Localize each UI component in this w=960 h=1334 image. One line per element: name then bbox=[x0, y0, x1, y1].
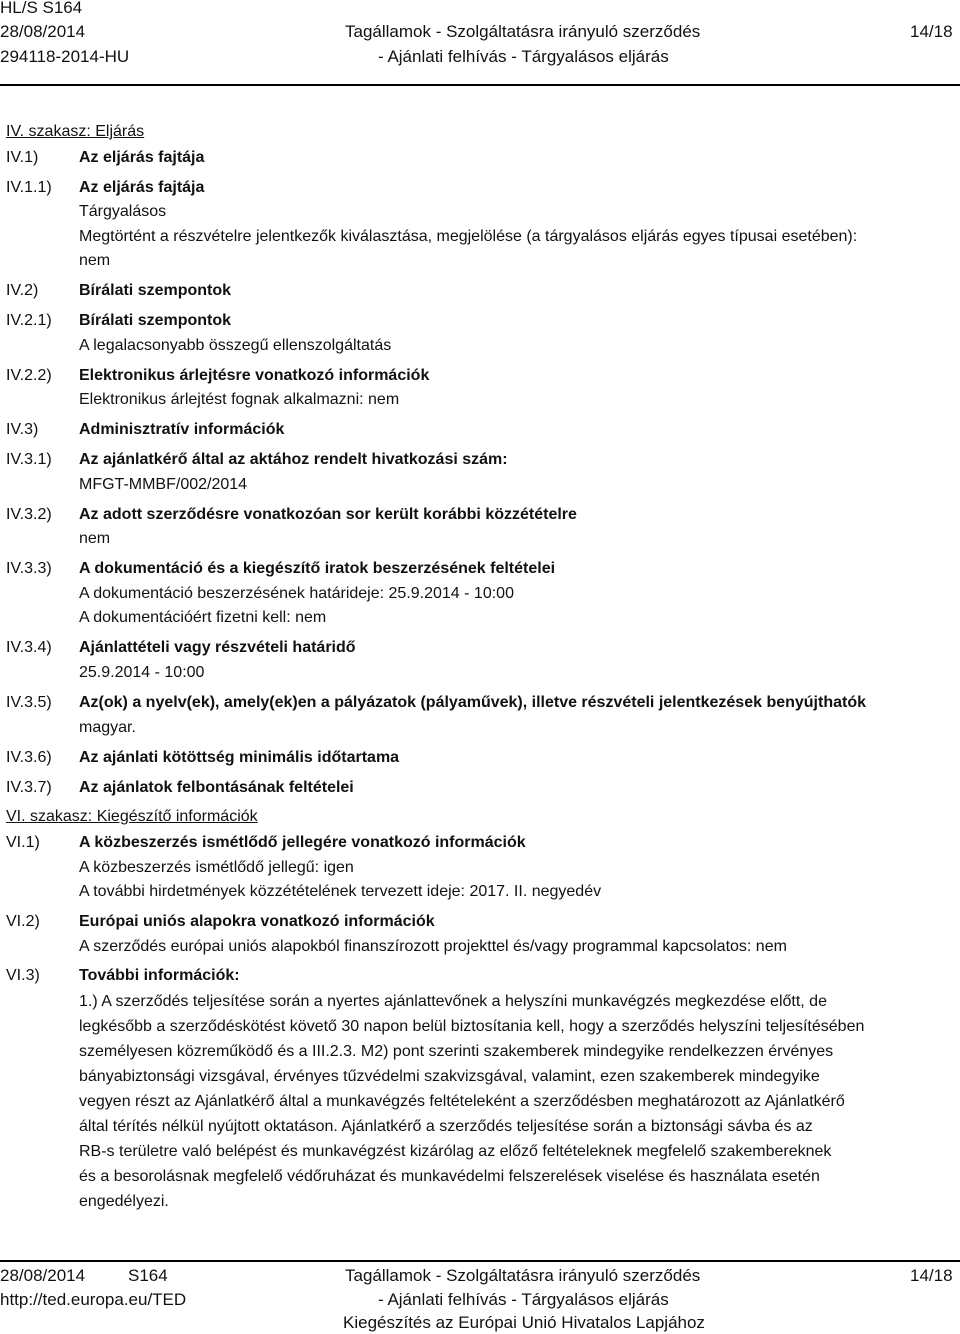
item-number: IV.3) bbox=[6, 421, 39, 438]
item-value: MFGT-MMBF/002/2014 bbox=[79, 476, 248, 493]
item-title: Adminisztratív információk bbox=[79, 421, 285, 438]
footer-page-number: 14/18 bbox=[910, 1266, 953, 1285]
header-title-line2: - Ajánlati felhívás - Tárgyalásos eljárás bbox=[378, 47, 669, 66]
item-number: IV.1.1) bbox=[6, 179, 52, 196]
item-value: Tárgyalásos bbox=[79, 203, 167, 220]
item-value: Megtörtént a részvételre jelentkezők kiválasztása, megjelölése (a tárgyalásos eljárás egyes típusai esetében): bbox=[79, 228, 858, 245]
section-iv-heading: IV. szakasz: Eljárás bbox=[6, 123, 145, 140]
item-value: A legalacsonyabb összegű ellenszolgáltatás bbox=[79, 337, 392, 354]
item-title: Bírálati szempontok bbox=[79, 282, 232, 299]
footer-date: 28/08/2014 bbox=[0, 1266, 86, 1285]
doc-code: HL/S S164 bbox=[0, 0, 83, 17]
item-number: IV.3.2) bbox=[6, 506, 52, 523]
item-number: IV.3.7) bbox=[6, 779, 52, 796]
item-number: IV.2) bbox=[6, 282, 39, 299]
paragraph-line: vegyen részt az Ajánlatkérő által a munkavégzés feltételeként a szerződésben meghatározott az Ajánlatkérő bbox=[79, 1093, 845, 1110]
item-title: Az ajánlatok felbontásának feltételei bbox=[79, 779, 354, 796]
item-title: Az eljárás fajtája bbox=[79, 149, 205, 166]
item-title: Az eljárás fajtája bbox=[79, 179, 205, 196]
additional-info-paragraph bbox=[79, 989, 949, 1214]
header-rule bbox=[0, 84, 960, 86]
item-value: Elektronikus árlejtést fognak alkalmazni: nem bbox=[79, 391, 400, 408]
footer-title-line1: Tagállamok - Szolgáltatásra irányuló szerződés bbox=[345, 1266, 701, 1285]
item-number: IV.3.6) bbox=[6, 749, 52, 766]
item-value: A dokumentációért fizetni kell: nem bbox=[79, 609, 327, 626]
item-value: A további hirdetmények közzétételének tervezett ideje: 2017. II. negyedév bbox=[79, 883, 602, 900]
item-title: Ajánlattételi vagy részvételi határidő bbox=[79, 639, 356, 656]
paragraph-line: személyesen közreműködő és a III.2.3. M2) pont szerinti szakemberek mindegyike rendelkezzen érvényes bbox=[79, 1043, 834, 1060]
item-number: VI.1) bbox=[6, 834, 40, 851]
item-number: IV.3.1) bbox=[6, 451, 52, 468]
item-number: VI.2) bbox=[6, 913, 40, 930]
paragraph-line: legkésőbb a szerződéskötést követő 30 napon belül biztosítania kell, hogy a szerződés helyszíni teljesítésében bbox=[79, 1018, 865, 1035]
header-date: 28/08/2014 bbox=[0, 22, 86, 41]
item-title: Európai uniós alapokra vonatkozó információk bbox=[79, 913, 435, 930]
footer-rule bbox=[0, 1260, 960, 1262]
notice-id: 294118-2014-HU bbox=[0, 47, 130, 66]
item-value: 25.9.2014 - 10:00 bbox=[79, 664, 205, 681]
item-title: Az adott szerződésre vonatkozóan sor került korábbi közzétételre bbox=[79, 506, 577, 523]
paragraph-line: RB-s területre való belépést és munkavégzést kizárólag az előző feltételeknek megfelelő szakembereknek bbox=[79, 1143, 832, 1160]
item-number: IV.1) bbox=[6, 149, 39, 166]
paragraph-line: által térítés nélkül nyújtott oktatáson. Ajánlatkérő a szerződés teljesítése során a biztonsági sávba és az bbox=[79, 1118, 813, 1135]
paragraph-line: engedélyezi. bbox=[79, 1193, 169, 1210]
item-number: IV.2.2) bbox=[6, 367, 52, 384]
item-number: IV.3.4) bbox=[6, 639, 52, 656]
item-title: Az(ok) a nyelv(ek), amely(ek)en a pályázatok (pályaművek), illetve részvételi jelentkezések benyújthatók bbox=[79, 694, 866, 711]
item-title: Az ajánlati kötöttség minimális időtartama bbox=[79, 749, 400, 766]
header-title-line1: Tagállamok - Szolgáltatásra irányuló szerződés bbox=[345, 22, 701, 41]
item-number: IV.3.5) bbox=[6, 694, 52, 711]
item-title: Elektronikus árlejtésre vonatkozó információk bbox=[79, 367, 430, 384]
item-value: A szerződés európai uniós alapokból finanszírozott projekttel és/vagy programmal kapcsolatos: nem bbox=[79, 938, 787, 955]
footer-title-line2: - Ajánlati felhívás - Tárgyalásos eljárás bbox=[378, 1290, 669, 1309]
paragraph-line: bányabiztonsági vizsgával, érvényes tűzvédelmi szakvizsgával, valamint, ezen szakemberek mindegyike bbox=[79, 1068, 820, 1085]
item-title: A közbeszerzés ismétlődő jellegére vonatkozó információk bbox=[79, 834, 526, 851]
item-value: A dokumentáció beszerzésének határideje: 25.9.2014 - 10:00 bbox=[79, 585, 514, 602]
item-title: A dokumentáció és a kiegészítő iratok beszerzésének feltételei bbox=[79, 560, 556, 577]
item-value: magyar. bbox=[79, 719, 136, 736]
header-page-number: 14/18 bbox=[910, 22, 953, 41]
paragraph-line: 1.) A szerződés teljesítése során a nyertes ajánlattevőnek a helyszíni munkavégzés megkezdése előtt, de bbox=[79, 993, 827, 1010]
item-number: VI.3) bbox=[6, 967, 40, 984]
footer-link[interactable]: http://ted.europa.eu/TED bbox=[0, 1290, 187, 1309]
item-value: nem bbox=[79, 530, 111, 547]
item-number: IV.2.1) bbox=[6, 312, 52, 329]
paragraph-line: és a besorolásnak megfelelő védőruházat és munkavédelmi felszerelések viselése és használata esetén bbox=[79, 1168, 820, 1185]
item-title: Bírálati szempontok bbox=[79, 312, 232, 329]
item-title: Az ajánlatkérő által az aktához rendelt hivatkozási szám: bbox=[79, 451, 508, 468]
item-value: nem bbox=[79, 252, 111, 269]
section-vi-heading: VI. szakasz: Kiegészítő információk bbox=[6, 808, 258, 825]
item-title: További információk: bbox=[79, 967, 240, 984]
item-number: IV.3.3) bbox=[6, 560, 52, 577]
footer-title-line3: Kiegészítés az Európai Unió Hivatalos Lapjához bbox=[343, 1313, 705, 1332]
footer-series: S164 bbox=[128, 1266, 168, 1285]
item-value: A közbeszerzés ismétlődő jellegű: igen bbox=[79, 859, 354, 876]
